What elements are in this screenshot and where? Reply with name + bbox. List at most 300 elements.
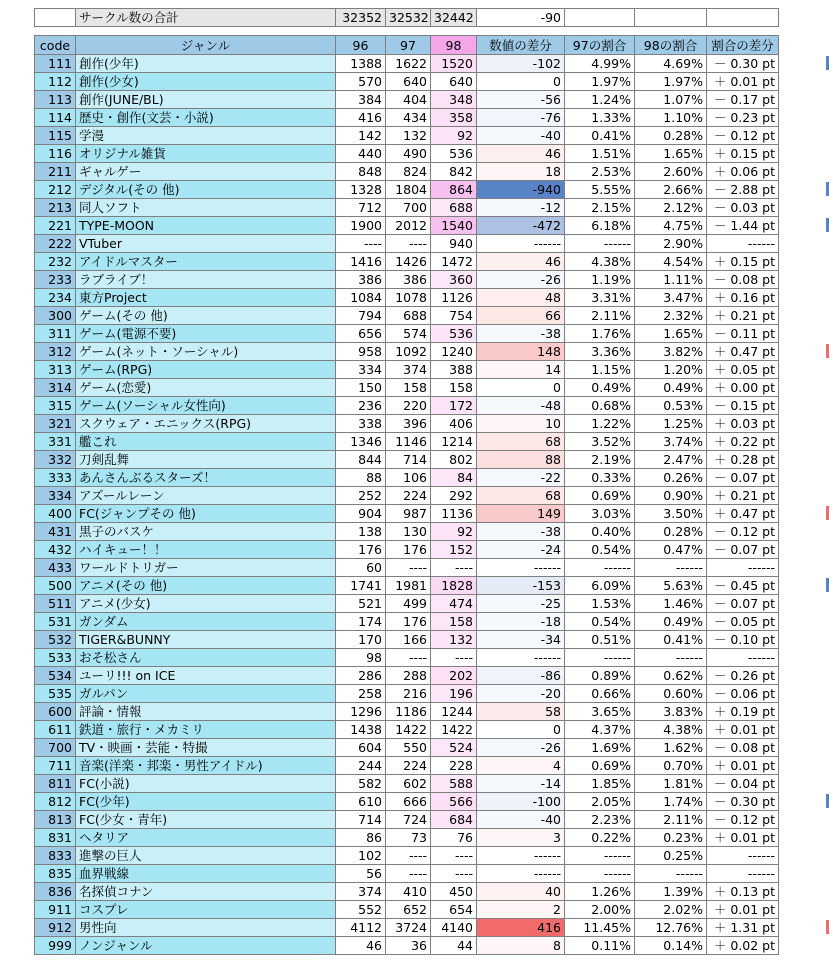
row-code: 321 xyxy=(35,415,76,433)
row-ratio-97: 0.22% xyxy=(565,829,635,847)
row-96: 1296 xyxy=(336,703,386,721)
row-genre: ギャルゲー xyxy=(76,163,336,181)
row-96: 1328 xyxy=(336,181,386,199)
row-diff: -26 xyxy=(477,271,565,289)
row-ratio-97: 0.51% xyxy=(565,631,635,649)
row-ratio-diff: － 0.06 pt xyxy=(707,685,779,703)
row-ratio-98: 0.49% xyxy=(635,379,707,397)
row-code: 400 xyxy=(35,505,76,523)
table-row xyxy=(35,325,779,343)
row-97: 824 xyxy=(386,163,431,181)
row-genre: ゲーム(その 他) xyxy=(76,307,336,325)
row-ratio-diff: ＋ 0.47 pt xyxy=(707,505,779,523)
change-marker xyxy=(826,344,829,358)
row-diff: -40 xyxy=(477,811,565,829)
row-98: 360 xyxy=(431,271,477,289)
row-genre: デジタル(その 他) xyxy=(76,181,336,199)
row-98: 44 xyxy=(431,937,477,955)
row-diff: -100 xyxy=(477,793,565,811)
row-code: 211 xyxy=(35,163,76,181)
row-96: 570 xyxy=(336,73,386,91)
row-96: 138 xyxy=(336,523,386,541)
row-97: 688 xyxy=(386,307,431,325)
row-diff: ------ xyxy=(477,649,565,667)
row-97: ---- xyxy=(386,865,431,883)
row-code: 531 xyxy=(35,613,76,631)
table-row xyxy=(35,631,779,649)
row-ratio-diff: － 0.12 pt xyxy=(707,523,779,541)
table-row xyxy=(35,541,779,559)
row-97: 434 xyxy=(386,109,431,127)
row-code: 433 xyxy=(35,559,76,577)
row-96: 244 xyxy=(336,757,386,775)
row-genre: FC(ジャンプその 他) xyxy=(76,505,336,523)
row-98: 358 xyxy=(431,109,477,127)
summary-label: サークル数の合計 xyxy=(76,9,336,27)
row-96: 86 xyxy=(336,829,386,847)
row-ratio-98: 3.74% xyxy=(635,433,707,451)
header-code: code xyxy=(35,36,76,55)
row-ratio-98: 2.66% xyxy=(635,181,707,199)
row-genre: 同人ソフト xyxy=(76,199,336,217)
table-row xyxy=(35,487,779,505)
row-diff: -153 xyxy=(477,577,565,595)
row-genre: スクウェア・エニックス(RPG) xyxy=(76,415,336,433)
table-row xyxy=(35,235,779,253)
row-ratio-98: 12.76% xyxy=(635,919,707,937)
row-ratio-98: 1.46% xyxy=(635,595,707,613)
row-diff: 18 xyxy=(477,163,565,181)
row-96: 844 xyxy=(336,451,386,469)
row-code: 700 xyxy=(35,739,76,757)
row-code: 300 xyxy=(35,307,76,325)
row-ratio-97: 0.11% xyxy=(565,937,635,955)
row-ratio-diff: ＋ 0.13 pt xyxy=(707,883,779,901)
row-98: 688 xyxy=(431,199,477,217)
row-code: 222 xyxy=(35,235,76,253)
row-98: 196 xyxy=(431,685,477,703)
row-ratio-98: 0.49% xyxy=(635,613,707,631)
row-genre: ゲーム(恋愛) xyxy=(76,379,336,397)
row-diff: 416 xyxy=(477,919,565,937)
row-ratio-diff: － 0.04 pt xyxy=(707,775,779,793)
row-code: 315 xyxy=(35,397,76,415)
genre-table xyxy=(34,8,779,955)
row-98: 92 xyxy=(431,127,477,145)
row-ratio-97: 1.51% xyxy=(565,145,635,163)
row-ratio-97: 4.99% xyxy=(565,55,635,73)
row-ratio-98: 1.97% xyxy=(635,73,707,91)
row-96: 384 xyxy=(336,91,386,109)
row-code: 233 xyxy=(35,271,76,289)
row-diff: 10 xyxy=(477,415,565,433)
row-97: 1422 xyxy=(386,721,431,739)
summary-blank-cell xyxy=(35,9,76,27)
summary-row xyxy=(35,9,779,27)
change-marker xyxy=(826,578,829,592)
row-ratio-98: 2.47% xyxy=(635,451,707,469)
table-row xyxy=(35,505,779,523)
table-row xyxy=(35,361,779,379)
row-ratio-98: 3.50% xyxy=(635,505,707,523)
row-ratio-98: 0.28% xyxy=(635,127,707,145)
row-97: 1078 xyxy=(386,289,431,307)
row-ratio-97: 3.52% xyxy=(565,433,635,451)
row-ratio-98: 0.14% xyxy=(635,937,707,955)
row-ratio-97: 1.76% xyxy=(565,325,635,343)
row-96: 102 xyxy=(336,847,386,865)
row-code: 611 xyxy=(35,721,76,739)
row-ratio-97: 1.22% xyxy=(565,415,635,433)
row-ratio-diff: － 0.45 pt xyxy=(707,577,779,595)
row-genre: TYPE-MOON xyxy=(76,217,336,235)
row-ratio-97: 0.49% xyxy=(565,379,635,397)
row-genre: ノンジャンル xyxy=(76,937,336,955)
table-row xyxy=(35,253,779,271)
row-97: ---- xyxy=(386,649,431,667)
row-code: 912 xyxy=(35,919,76,937)
row-genre: ラブライブ！ xyxy=(76,271,336,289)
row-diff: -472 xyxy=(477,217,565,235)
table-row xyxy=(35,433,779,451)
row-ratio-diff: － 0.15 pt xyxy=(707,397,779,415)
row-ratio-diff: ＋ 0.19 pt xyxy=(707,703,779,721)
row-98: 940 xyxy=(431,235,477,253)
row-genre: FC(少女・青年) xyxy=(76,811,336,829)
row-97: 499 xyxy=(386,595,431,613)
row-diff: ------ xyxy=(477,235,565,253)
row-genre: アニメ(その 他) xyxy=(76,577,336,595)
row-diff: -102 xyxy=(477,55,565,73)
row-ratio-diff: ------ xyxy=(707,649,779,667)
row-96: 1084 xyxy=(336,289,386,307)
row-98: 1422 xyxy=(431,721,477,739)
row-98: 524 xyxy=(431,739,477,757)
row-ratio-diff: － 0.03 pt xyxy=(707,199,779,217)
row-ratio-97: 11.45% xyxy=(565,919,635,937)
row-97: 396 xyxy=(386,415,431,433)
table-row xyxy=(35,109,779,127)
row-98: 640 xyxy=(431,73,477,91)
row-genre: 刀剣乱舞 xyxy=(76,451,336,469)
row-ratio-97: ------ xyxy=(565,865,635,883)
row-ratio-98: ------ xyxy=(635,559,707,577)
row-ratio-97: 6.09% xyxy=(565,577,635,595)
row-genre: VTuber xyxy=(76,235,336,253)
row-code: 911 xyxy=(35,901,76,919)
row-genre: 黒子のバスケ xyxy=(76,523,336,541)
row-ratio-diff: ＋ 0.03 pt xyxy=(707,415,779,433)
row-ratio-diff: ＋ 0.15 pt xyxy=(707,145,779,163)
row-97: 1146 xyxy=(386,433,431,451)
row-ratio-97: 3.31% xyxy=(565,289,635,307)
row-ratio-97: ------ xyxy=(565,649,635,667)
row-96: 656 xyxy=(336,325,386,343)
row-98: 152 xyxy=(431,541,477,559)
table-row xyxy=(35,775,779,793)
row-code: 999 xyxy=(35,937,76,955)
row-ratio-97: 3.36% xyxy=(565,343,635,361)
row-diff: 46 xyxy=(477,145,565,163)
row-ratio-98: 4.69% xyxy=(635,55,707,73)
row-96: 848 xyxy=(336,163,386,181)
table-row xyxy=(35,577,779,595)
row-diff: 40 xyxy=(477,883,565,901)
row-ratio-98: 1.65% xyxy=(635,325,707,343)
summary-empty-2 xyxy=(635,9,707,27)
header-97: 97 xyxy=(386,36,431,55)
row-code: 112 xyxy=(35,73,76,91)
row-ratio-98: 2.11% xyxy=(635,811,707,829)
row-ratio-98: 4.75% xyxy=(635,217,707,235)
row-ratio-diff: ------ xyxy=(707,865,779,883)
row-ratio-97: 1.53% xyxy=(565,595,635,613)
row-genre: ガンダム xyxy=(76,613,336,631)
row-code: 332 xyxy=(35,451,76,469)
row-98: 536 xyxy=(431,145,477,163)
row-ratio-diff: ＋ 1.31 pt xyxy=(707,919,779,937)
row-ratio-97: 0.69% xyxy=(565,487,635,505)
row-ratio-97: 0.66% xyxy=(565,685,635,703)
row-ratio-97: 4.37% xyxy=(565,721,635,739)
row-genre: ヘタリア xyxy=(76,829,336,847)
row-code: 534 xyxy=(35,667,76,685)
row-98: 684 xyxy=(431,811,477,829)
row-genre: TV・映画・芸能・特撮 xyxy=(76,739,336,757)
row-ratio-diff: ＋ 0.01 pt xyxy=(707,829,779,847)
row-96: 258 xyxy=(336,685,386,703)
row-97: 714 xyxy=(386,451,431,469)
row-96: 170 xyxy=(336,631,386,649)
row-diff: -56 xyxy=(477,91,565,109)
row-ratio-97: ------ xyxy=(565,235,635,253)
row-genre: アニメ(少女) xyxy=(76,595,336,613)
table-row xyxy=(35,73,779,91)
row-ratio-97: 5.55% xyxy=(565,181,635,199)
row-code: 500 xyxy=(35,577,76,595)
row-97: 130 xyxy=(386,523,431,541)
summary-diff: -90 xyxy=(477,9,565,27)
row-code: 836 xyxy=(35,883,76,901)
row-98: ---- xyxy=(431,559,477,577)
row-diff: -34 xyxy=(477,631,565,649)
row-97: 73 xyxy=(386,829,431,847)
row-ratio-98: 0.62% xyxy=(635,667,707,685)
header-genre: ジャンル xyxy=(76,36,336,55)
row-ratio-diff: ＋ 0.06 pt xyxy=(707,163,779,181)
row-ratio-98: 3.82% xyxy=(635,343,707,361)
row-code: 533 xyxy=(35,649,76,667)
change-marker xyxy=(826,920,829,934)
row-genre: 学漫 xyxy=(76,127,336,145)
row-96: 88 xyxy=(336,469,386,487)
row-ratio-diff: － 0.23 pt xyxy=(707,109,779,127)
row-ratio-diff: ＋ 0.21 pt xyxy=(707,487,779,505)
row-code: 311 xyxy=(35,325,76,343)
row-diff: ------ xyxy=(477,847,565,865)
row-code: 221 xyxy=(35,217,76,235)
row-ratio-diff: ＋ 0.02 pt xyxy=(707,937,779,955)
row-ratio-98: 2.60% xyxy=(635,163,707,181)
row-ratio-97: 0.41% xyxy=(565,127,635,145)
row-96: 416 xyxy=(336,109,386,127)
row-98: 1472 xyxy=(431,253,477,271)
row-ratio-97: 2.19% xyxy=(565,451,635,469)
row-ratio-98: 2.12% xyxy=(635,199,707,217)
row-genre: ガルパン xyxy=(76,685,336,703)
row-ratio-diff: － 0.30 pt xyxy=(707,793,779,811)
row-ratio-98: 0.53% xyxy=(635,397,707,415)
table-row xyxy=(35,883,779,901)
row-ratio-98: 1.20% xyxy=(635,361,707,379)
row-ratio-97: 1.85% xyxy=(565,775,635,793)
row-code: 812 xyxy=(35,793,76,811)
table-row xyxy=(35,901,779,919)
row-98: 536 xyxy=(431,325,477,343)
row-97: 224 xyxy=(386,487,431,505)
header-ratio-diff: 割合の差分 xyxy=(707,36,779,55)
row-98: 4140 xyxy=(431,919,477,937)
row-code: 212 xyxy=(35,181,76,199)
row-96: 386 xyxy=(336,271,386,289)
row-97: 987 xyxy=(386,505,431,523)
row-diff: -38 xyxy=(477,325,565,343)
row-98: 864 xyxy=(431,181,477,199)
row-96: 582 xyxy=(336,775,386,793)
row-genre: ハイキュー！！ xyxy=(76,541,336,559)
row-ratio-diff: － 0.11 pt xyxy=(707,325,779,343)
row-96: 150 xyxy=(336,379,386,397)
row-code: 334 xyxy=(35,487,76,505)
row-98: 654 xyxy=(431,901,477,919)
row-code: 511 xyxy=(35,595,76,613)
row-code: 831 xyxy=(35,829,76,847)
row-97: 216 xyxy=(386,685,431,703)
row-98: 1214 xyxy=(431,433,477,451)
summary-empty-1 xyxy=(565,9,635,27)
row-genre: FC(小説) xyxy=(76,775,336,793)
table-row xyxy=(35,307,779,325)
row-97: 490 xyxy=(386,145,431,163)
row-98: 84 xyxy=(431,469,477,487)
row-genre: ゲーム(電源不要) xyxy=(76,325,336,343)
table-row xyxy=(35,559,779,577)
table-row xyxy=(35,379,779,397)
change-marker xyxy=(826,56,829,70)
row-97: 176 xyxy=(386,541,431,559)
table-row xyxy=(35,271,779,289)
summary-97: 32532 xyxy=(386,9,431,27)
row-97: 700 xyxy=(386,199,431,217)
row-ratio-diff: － 1.44 pt xyxy=(707,217,779,235)
row-97: 550 xyxy=(386,739,431,757)
table-row xyxy=(35,793,779,811)
row-97: 652 xyxy=(386,901,431,919)
table-row xyxy=(35,757,779,775)
row-code: 312 xyxy=(35,343,76,361)
row-diff: 3 xyxy=(477,829,565,847)
spreadsheet xyxy=(34,8,778,955)
row-genre: 鉄道・旅行・メカミリ xyxy=(76,721,336,739)
row-ratio-diff: ＋ 0.01 pt xyxy=(707,757,779,775)
row-ratio-97: ------ xyxy=(565,559,635,577)
row-ratio-98: 0.25% xyxy=(635,847,707,865)
row-97: 386 xyxy=(386,271,431,289)
row-diff: -48 xyxy=(477,397,565,415)
row-98: 228 xyxy=(431,757,477,775)
row-98: 1828 xyxy=(431,577,477,595)
row-ratio-97: 0.69% xyxy=(565,757,635,775)
row-ratio-98: ------ xyxy=(635,649,707,667)
table-row xyxy=(35,703,779,721)
row-ratio-97: 3.65% xyxy=(565,703,635,721)
row-diff: 68 xyxy=(477,433,565,451)
header-ratio-97: 97の割合 xyxy=(565,36,635,55)
row-97: 602 xyxy=(386,775,431,793)
row-diff: 48 xyxy=(477,289,565,307)
row-ratio-97: 2.23% xyxy=(565,811,635,829)
row-96: 4112 xyxy=(336,919,386,937)
row-97: 3724 xyxy=(386,919,431,937)
row-96: 1388 xyxy=(336,55,386,73)
change-marker xyxy=(826,182,829,196)
row-96: 794 xyxy=(336,307,386,325)
row-ratio-diff: ＋ 0.16 pt xyxy=(707,289,779,307)
row-ratio-98: 1.39% xyxy=(635,883,707,901)
row-diff: -940 xyxy=(477,181,565,199)
row-ratio-98: 1.81% xyxy=(635,775,707,793)
row-ratio-diff: ＋ 0.21 pt xyxy=(707,307,779,325)
row-96: 552 xyxy=(336,901,386,919)
row-ratio-diff: － 0.07 pt xyxy=(707,595,779,613)
row-96: 521 xyxy=(336,595,386,613)
row-genre: おそ松さん xyxy=(76,649,336,667)
row-diff: -40 xyxy=(477,127,565,145)
row-genre: ゲーム(ネット・ソーシャル) xyxy=(76,343,336,361)
row-code: 115 xyxy=(35,127,76,145)
row-diff: -76 xyxy=(477,109,565,127)
row-ratio-diff: － 0.08 pt xyxy=(707,271,779,289)
row-98: 132 xyxy=(431,631,477,649)
table-row xyxy=(35,847,779,865)
row-ratio-diff: － 0.05 pt xyxy=(707,613,779,631)
row-ratio-97: 1.24% xyxy=(565,91,635,109)
row-96: 440 xyxy=(336,145,386,163)
change-marker xyxy=(826,218,829,232)
row-96: 1900 xyxy=(336,217,386,235)
row-97: 158 xyxy=(386,379,431,397)
row-ratio-97: 2.53% xyxy=(565,163,635,181)
row-97: 410 xyxy=(386,883,431,901)
row-code: 114 xyxy=(35,109,76,127)
row-genre: 進撃の巨人 xyxy=(76,847,336,865)
row-diff: 0 xyxy=(477,379,565,397)
row-98: 348 xyxy=(431,91,477,109)
change-marker xyxy=(826,794,829,808)
row-diff: 88 xyxy=(477,451,565,469)
row-code: 811 xyxy=(35,775,76,793)
row-code: 532 xyxy=(35,631,76,649)
table-row xyxy=(35,829,779,847)
row-diff: -25 xyxy=(477,595,565,613)
row-98: ---- xyxy=(431,865,477,883)
row-diff: -22 xyxy=(477,469,565,487)
row-code: 535 xyxy=(35,685,76,703)
header-98: 98 xyxy=(431,36,477,55)
row-ratio-98: 5.63% xyxy=(635,577,707,595)
row-code: 431 xyxy=(35,523,76,541)
row-diff: 68 xyxy=(477,487,565,505)
